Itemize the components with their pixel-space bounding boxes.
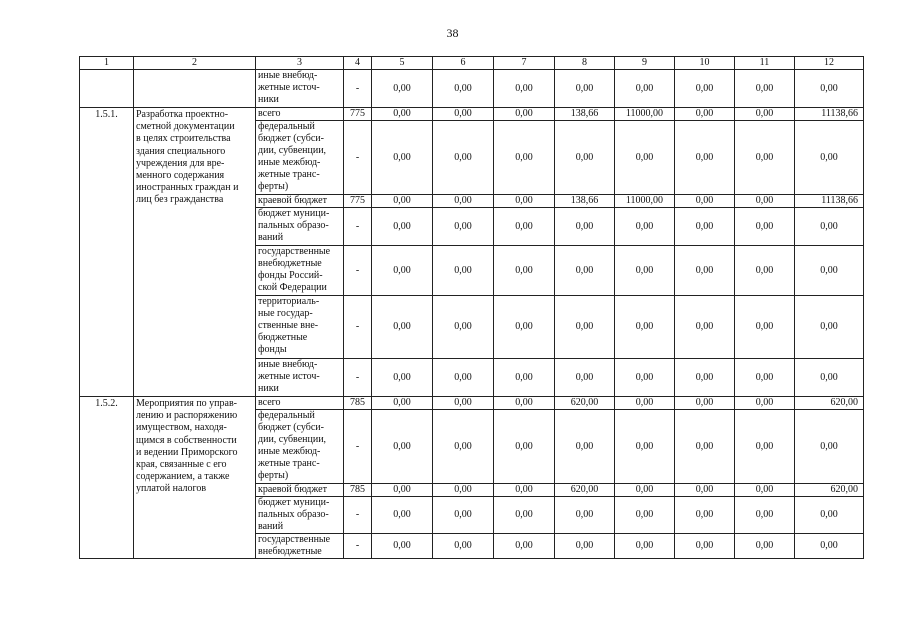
table-body [80,57,864,559]
value-cell: 0,00 [433,410,494,484]
value-cell: 0,00 [494,296,555,359]
value-cell: - [344,208,372,246]
value-cell: 0,00 [615,70,675,108]
value-cell: 0,00 [555,70,615,108]
source-cell: краевой бюджет [256,484,344,497]
value-cell: 0,00 [735,359,795,397]
value-cell: 0,00 [615,296,675,359]
value-cell: 0,00 [372,296,433,359]
header-cell: 4 [344,57,372,70]
value-cell: - [344,497,372,534]
source-cell: бюджет муници- пальных образо- ваний [256,497,344,534]
value-cell: - [344,70,372,108]
source-cell: всего [256,397,344,410]
value-cell: 0,00 [615,397,675,410]
code-cell [80,70,134,108]
value-cell: 11000,00 [615,108,675,121]
table-row [80,108,864,121]
value-cell: 0,00 [675,397,735,410]
code-cell: 1.5.1. [80,108,134,397]
value-cell: 0,00 [433,70,494,108]
code-cell: 1.5.2. [80,397,134,559]
value-cell: 0,00 [735,534,795,559]
value-cell: 0,00 [675,296,735,359]
header-cell: 8 [555,57,615,70]
value-cell: 0,00 [795,296,864,359]
value-cell: 0,00 [433,484,494,497]
value-cell: 0,00 [433,359,494,397]
value-cell: 0,00 [372,397,433,410]
value-cell: 0,00 [615,484,675,497]
value-cell: 0,00 [433,397,494,410]
name-cell: Мероприятия по управ- лению и распоряжению имуществом, находя- щимся в собственности и ведении Приморского края, связанные с его содержанием, а также уплатой налогов [134,397,256,559]
source-cell: федеральный бюджет (субси- дии, субвенции, иные межбюд- жетные транс- ферты) [256,121,344,195]
value-cell: - [344,359,372,397]
header-cell: 9 [615,57,675,70]
value-cell: 0,00 [555,534,615,559]
table-row [80,397,864,410]
name-cell [134,70,256,108]
value-cell: 0,00 [675,359,735,397]
header-row [80,57,864,70]
value-cell: 0,00 [735,410,795,484]
value-cell: - [344,296,372,359]
value-cell: 0,00 [494,497,555,534]
value-cell: 0,00 [372,534,433,559]
value-cell: 0,00 [555,208,615,246]
source-cell: бюджет муници- пальных образо- ваний [256,208,344,246]
value-cell: 11138,66 [795,195,864,208]
value-cell: 0,00 [735,296,795,359]
budget-table [79,56,864,559]
value-cell: 0,00 [555,359,615,397]
value-cell: 138,66 [555,195,615,208]
value-cell: 138,66 [555,108,615,121]
source-cell: государственные внебюджетные фонды Россий- ской Федерации [256,246,344,296]
source-cell: всего [256,108,344,121]
value-cell: 0,00 [372,195,433,208]
value-cell: 0,00 [615,410,675,484]
source-cell: краевой бюджет [256,195,344,208]
value-cell: 0,00 [433,108,494,121]
value-cell: 11000,00 [615,195,675,208]
value-cell: 0,00 [372,246,433,296]
value-cell: 0,00 [675,410,735,484]
value-cell: 0,00 [795,359,864,397]
value-cell: 0,00 [675,484,735,497]
value-cell: 0,00 [615,121,675,195]
value-cell: 0,00 [494,484,555,497]
header-cell: 2 [134,57,256,70]
value-cell: 0,00 [494,246,555,296]
value-cell: 0,00 [735,121,795,195]
source-cell: федеральный бюджет (субси- дии, субвенции, иные межбюд- жетные транс- ферты) [256,410,344,484]
value-cell: 0,00 [494,121,555,195]
value-cell: 0,00 [494,410,555,484]
value-cell: 0,00 [372,484,433,497]
value-cell: 775 [344,195,372,208]
header-cell: 11 [735,57,795,70]
value-cell: 0,00 [795,534,864,559]
header-cell: 1 [80,57,134,70]
value-cell: 0,00 [494,397,555,410]
value-cell: 0,00 [675,497,735,534]
value-cell: 0,00 [675,121,735,195]
header-cell: 6 [433,57,494,70]
value-cell: 620,00 [555,397,615,410]
value-cell: 0,00 [735,484,795,497]
value-cell: 0,00 [615,208,675,246]
value-cell: 775 [344,108,372,121]
value-cell: 0,00 [555,121,615,195]
value-cell: 0,00 [675,246,735,296]
value-cell: 0,00 [675,108,735,121]
value-cell: 0,00 [494,208,555,246]
value-cell: 0,00 [795,208,864,246]
name-cell: Разработка проектно- сметной документации в целях строительства здания специального учреждения для вре- менного содержания иностранных граждан и лиц без гражданства [134,108,256,397]
value-cell: 0,00 [795,246,864,296]
value-cell: 0,00 [675,70,735,108]
header-cell: 12 [795,57,864,70]
source-cell: иные внебюд- жетные источ- ники [256,70,344,108]
value-cell: 0,00 [494,70,555,108]
value-cell: 0,00 [795,497,864,534]
value-cell: 0,00 [494,108,555,121]
value-cell: 0,00 [735,246,795,296]
value-cell: 0,00 [433,497,494,534]
header-cell: 5 [372,57,433,70]
value-cell: 0,00 [433,534,494,559]
value-cell: 0,00 [372,208,433,246]
value-cell: 0,00 [555,497,615,534]
value-cell: 0,00 [735,108,795,121]
value-cell: 0,00 [615,534,675,559]
value-cell: 0,00 [555,410,615,484]
value-cell: 620,00 [795,397,864,410]
value-cell: 0,00 [433,208,494,246]
value-cell: 0,00 [372,359,433,397]
value-cell: 0,00 [555,296,615,359]
header-cell: 3 [256,57,344,70]
header-cell: 7 [494,57,555,70]
source-cell: государственные внебюджетные [256,534,344,559]
header-cell: 10 [675,57,735,70]
value-cell: 0,00 [615,246,675,296]
value-cell: 0,00 [433,246,494,296]
value-cell: 0,00 [615,359,675,397]
value-cell: 0,00 [735,195,795,208]
source-cell: территориаль- ные государ- ственные вне- бюджетные фонды [256,296,344,359]
value-cell: 0,00 [795,410,864,484]
value-cell: 0,00 [795,121,864,195]
value-cell: 0,00 [433,121,494,195]
value-cell: 0,00 [372,108,433,121]
value-cell: - [344,410,372,484]
value-cell: - [344,534,372,559]
value-cell: 0,00 [675,208,735,246]
value-cell: 620,00 [555,484,615,497]
value-cell: 0,00 [735,397,795,410]
value-cell: 0,00 [494,359,555,397]
value-cell: 11138,66 [795,108,864,121]
value-cell: 785 [344,484,372,497]
value-cell: 0,00 [615,497,675,534]
value-cell: 0,00 [735,497,795,534]
value-cell: 0,00 [735,208,795,246]
value-cell: 0,00 [675,534,735,559]
value-cell: 0,00 [795,70,864,108]
value-cell: - [344,246,372,296]
value-cell: 0,00 [494,195,555,208]
value-cell: 0,00 [675,195,735,208]
table-row [80,70,864,108]
source-cell: иные внебюд- жетные источ- ники [256,359,344,397]
value-cell: 0,00 [735,70,795,108]
value-cell: 785 [344,397,372,410]
value-cell: - [344,121,372,195]
value-cell: 620,00 [795,484,864,497]
value-cell: 0,00 [494,534,555,559]
value-cell: 0,00 [433,195,494,208]
value-cell: 0,00 [372,497,433,534]
value-cell: 0,00 [372,410,433,484]
value-cell: 0,00 [555,246,615,296]
value-cell: 0,00 [372,70,433,108]
page-number: 38 [446,26,459,40]
value-cell: 0,00 [372,121,433,195]
value-cell: 0,00 [433,296,494,359]
